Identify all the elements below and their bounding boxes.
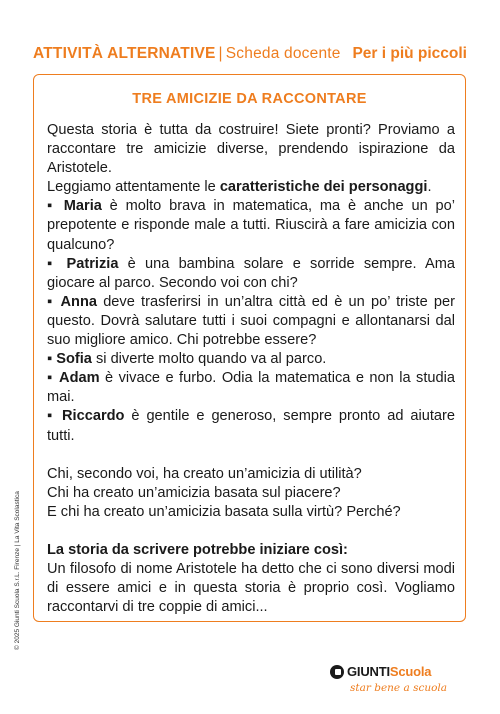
page-header [33,45,467,67]
character-name: Riccardo [62,408,125,425]
character-list [47,197,455,445]
story-heading: La storia da scrivere potrebbe iniziare così: [47,541,348,558]
copyright-text: © 2025 Giunti Scuola S.r.L. Firenze | La Vita Scolastica [14,491,21,650]
character-name: Anna [60,293,97,310]
question-item: Chi ha creato un’amicizia basata sul piacere? [47,484,341,501]
card-title: TRE AMICIZIE DA RACCONTARE [132,91,367,107]
question-item: E chi ha creato un’amicizia basata sulla virtù? Perché? [47,503,401,520]
character-item: ▪ Adam è vivace e furbo. Odia la matematica e non la studia mai. [47,370,455,406]
character-item: ▪ Maria è molto brava in matematica, ma è anche un po’ prepotente e risponde male a tutti. Riuscirà a fare amicizia con qualcuno? [47,198,455,253]
character-item: ▪ Anna deve trasferirsi in un’altra città ed è un po’ triste per questo. Dovrà salutare tutti i suoi compagni e allontanarsi dal suo migliore amico. Chi potrebbe essere? [47,293,455,349]
question-item: Chi, secondo voi, ha creato un’amicizia di utilità? [47,465,362,482]
logo-scuola-text: Scuola [389,664,432,679]
header-separator: | [218,45,223,62]
giunti-scuola-logo [330,664,450,700]
section-label: ATTIVITÀ ALTERNATIVE [33,45,216,62]
character-name: Patrizia [66,255,119,272]
story-text: Un filosofo di nome Aristotele ha detto che ci sono diversi modi di essere amici e in questa storia è proprio così. Vogliamo raccontarvi di tre coppie di amici... [47,560,455,616]
giunti-g-icon [330,665,344,679]
character-name: Maria [63,198,102,215]
intro-text: Questa storia è tutta da costruire! Siete pronti? Proviamo a raccontare tre amicizie diverse, prendendo ispirazione da Aristotele. [47,122,455,177]
question-list [47,465,455,522]
read-instruction: Leggiamo attentamente le caratteristiche dei personaggi. [47,179,432,196]
logo-tagline: star bene a scuola [350,682,448,694]
character-item: ▪ Sofia si diverte molto quando va al parco. [47,351,327,368]
audience-label: Per i più piccoli [352,45,467,62]
logo-giunti-text: GIUNTI [347,664,390,679]
card-content [47,121,455,617]
character-item: ▪ Patrizia è una bambina solare e sorride sempre. Ama giocare al parco. Secondo voi con chi? [47,255,455,291]
character-name: Adam [59,370,100,387]
character-name: Sofia [56,351,92,368]
character-item: ▪ Riccardo è gentile e generoso, sempre pronto ad aiutare tutti. [47,408,455,444]
header-subtitle: Scheda docente [225,45,341,62]
activity-card [33,74,466,622]
header-left [33,45,341,63]
